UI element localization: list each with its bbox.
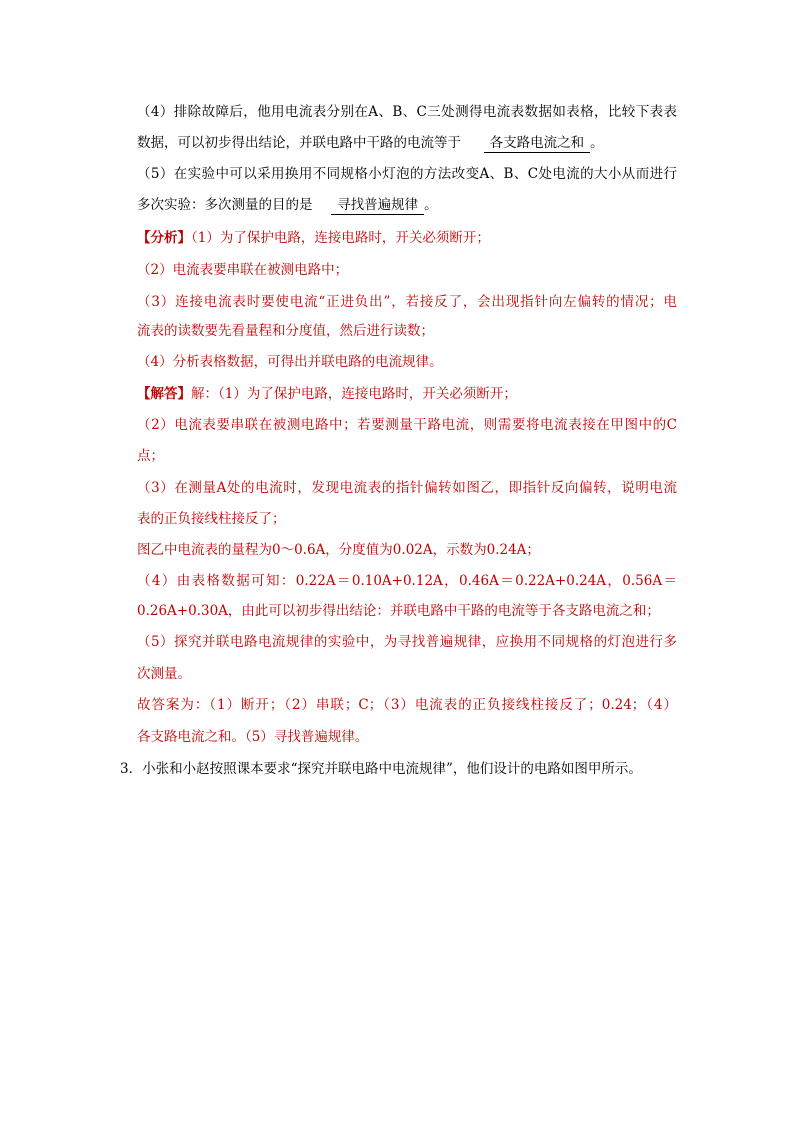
q4-line-2: [137, 133, 677, 153]
question-3-number: 3．: [120, 761, 143, 777]
analysis-line-1: [137, 228, 677, 248]
answer-line-a: 故答案为：（1）断开；（2）串联；C；（3）电流表的正负接线柱接反了；0.24；（4）: [137, 697, 677, 713]
solution-line-5b: 次测量。: [137, 666, 191, 682]
solution-text-1: 解：（1）为了保护电路，连接电路时，开关必须断开；: [191, 386, 517, 402]
solution-line-3b: 表的正负接线柱接反了；: [137, 511, 286, 527]
analysis-line-4: （4）分析表格数据，可得出并联电路的电流规律。: [137, 354, 443, 370]
q5-period: 。: [424, 197, 438, 213]
q4-line-1: （4）排除故障后，他用电流表分别在A、B、C三处测得电流表数据如表格，比较下表表: [137, 104, 677, 120]
q5-text: 多次实验：多次测量的目的是: [137, 197, 313, 213]
solution-line-4b: 0.26A+0.30A，由此可以初步得出结论：并联电路中干路的电流等于各支路电流之和；: [137, 603, 660, 619]
solution-line-2a: （2）电流表要串联在被测电路中；若要测量干路电流，则需要将电流表接在甲图中的C: [137, 417, 677, 433]
q5-answer-blank: 寻找普遍规律: [331, 197, 424, 215]
q4-period: 。: [590, 135, 604, 151]
q4-answer-blank: 各支路电流之和: [484, 135, 591, 153]
analysis-line-3b: 流表的读数要先看量程和分度值，然后进行读数；: [137, 323, 434, 339]
question-3-text: 小张和小赵按照课本要求“探究并联电路中电流规律”，他们设计的电路如图甲所示。: [142, 761, 642, 777]
analysis-tag: 【分析】: [137, 230, 191, 246]
solution-line-2b: 点；: [137, 448, 164, 464]
solution-line-4a: （4）由表格数据可知：0.22A＝0.10A+0.12A，0.46A＝0.22A+0.24A，0.56A＝: [137, 573, 677, 589]
analysis-text-1: （1）为了保护电路，连接电路时，开关必须断开；: [191, 230, 490, 246]
question-3: [120, 759, 690, 779]
solution-tag: 【解答】: [137, 386, 191, 402]
analysis-line-3a: （3）连接电流表时要使电流“正进负出”，若接反了，会出现指针向左偏转的情况；电: [137, 294, 677, 310]
q4-text: 数据，可以初步得出结论，并联电路中干路的电流等于: [137, 135, 461, 151]
q5-line-1: （5）在实验中可以采用换用不同规格小灯泡的方法改变A、B、C处电流的大小从而进行: [137, 166, 677, 182]
solution-line-3c: 图乙中电流表的量程为0～0.6A，分度值为0.02A，示数为0.24A；: [137, 542, 540, 558]
solution-line-3a: （3）在测量A处的电流时，发现电流表的指针偏转如图乙，即指针反向偏转，说明电流: [137, 480, 677, 496]
analysis-line-2: （2）电流表要串联在被测电路中；: [137, 262, 349, 278]
solution-line-5a: （5）探究并联电路电流规律的实验中，为寻找普遍规律，应换用不同规格的灯泡进行多: [137, 634, 677, 650]
solution-line-1: [137, 384, 677, 404]
answer-line-b: 各支路电流之和。（5）寻找普遍规律。: [137, 729, 369, 745]
q5-line-2: [137, 195, 677, 215]
